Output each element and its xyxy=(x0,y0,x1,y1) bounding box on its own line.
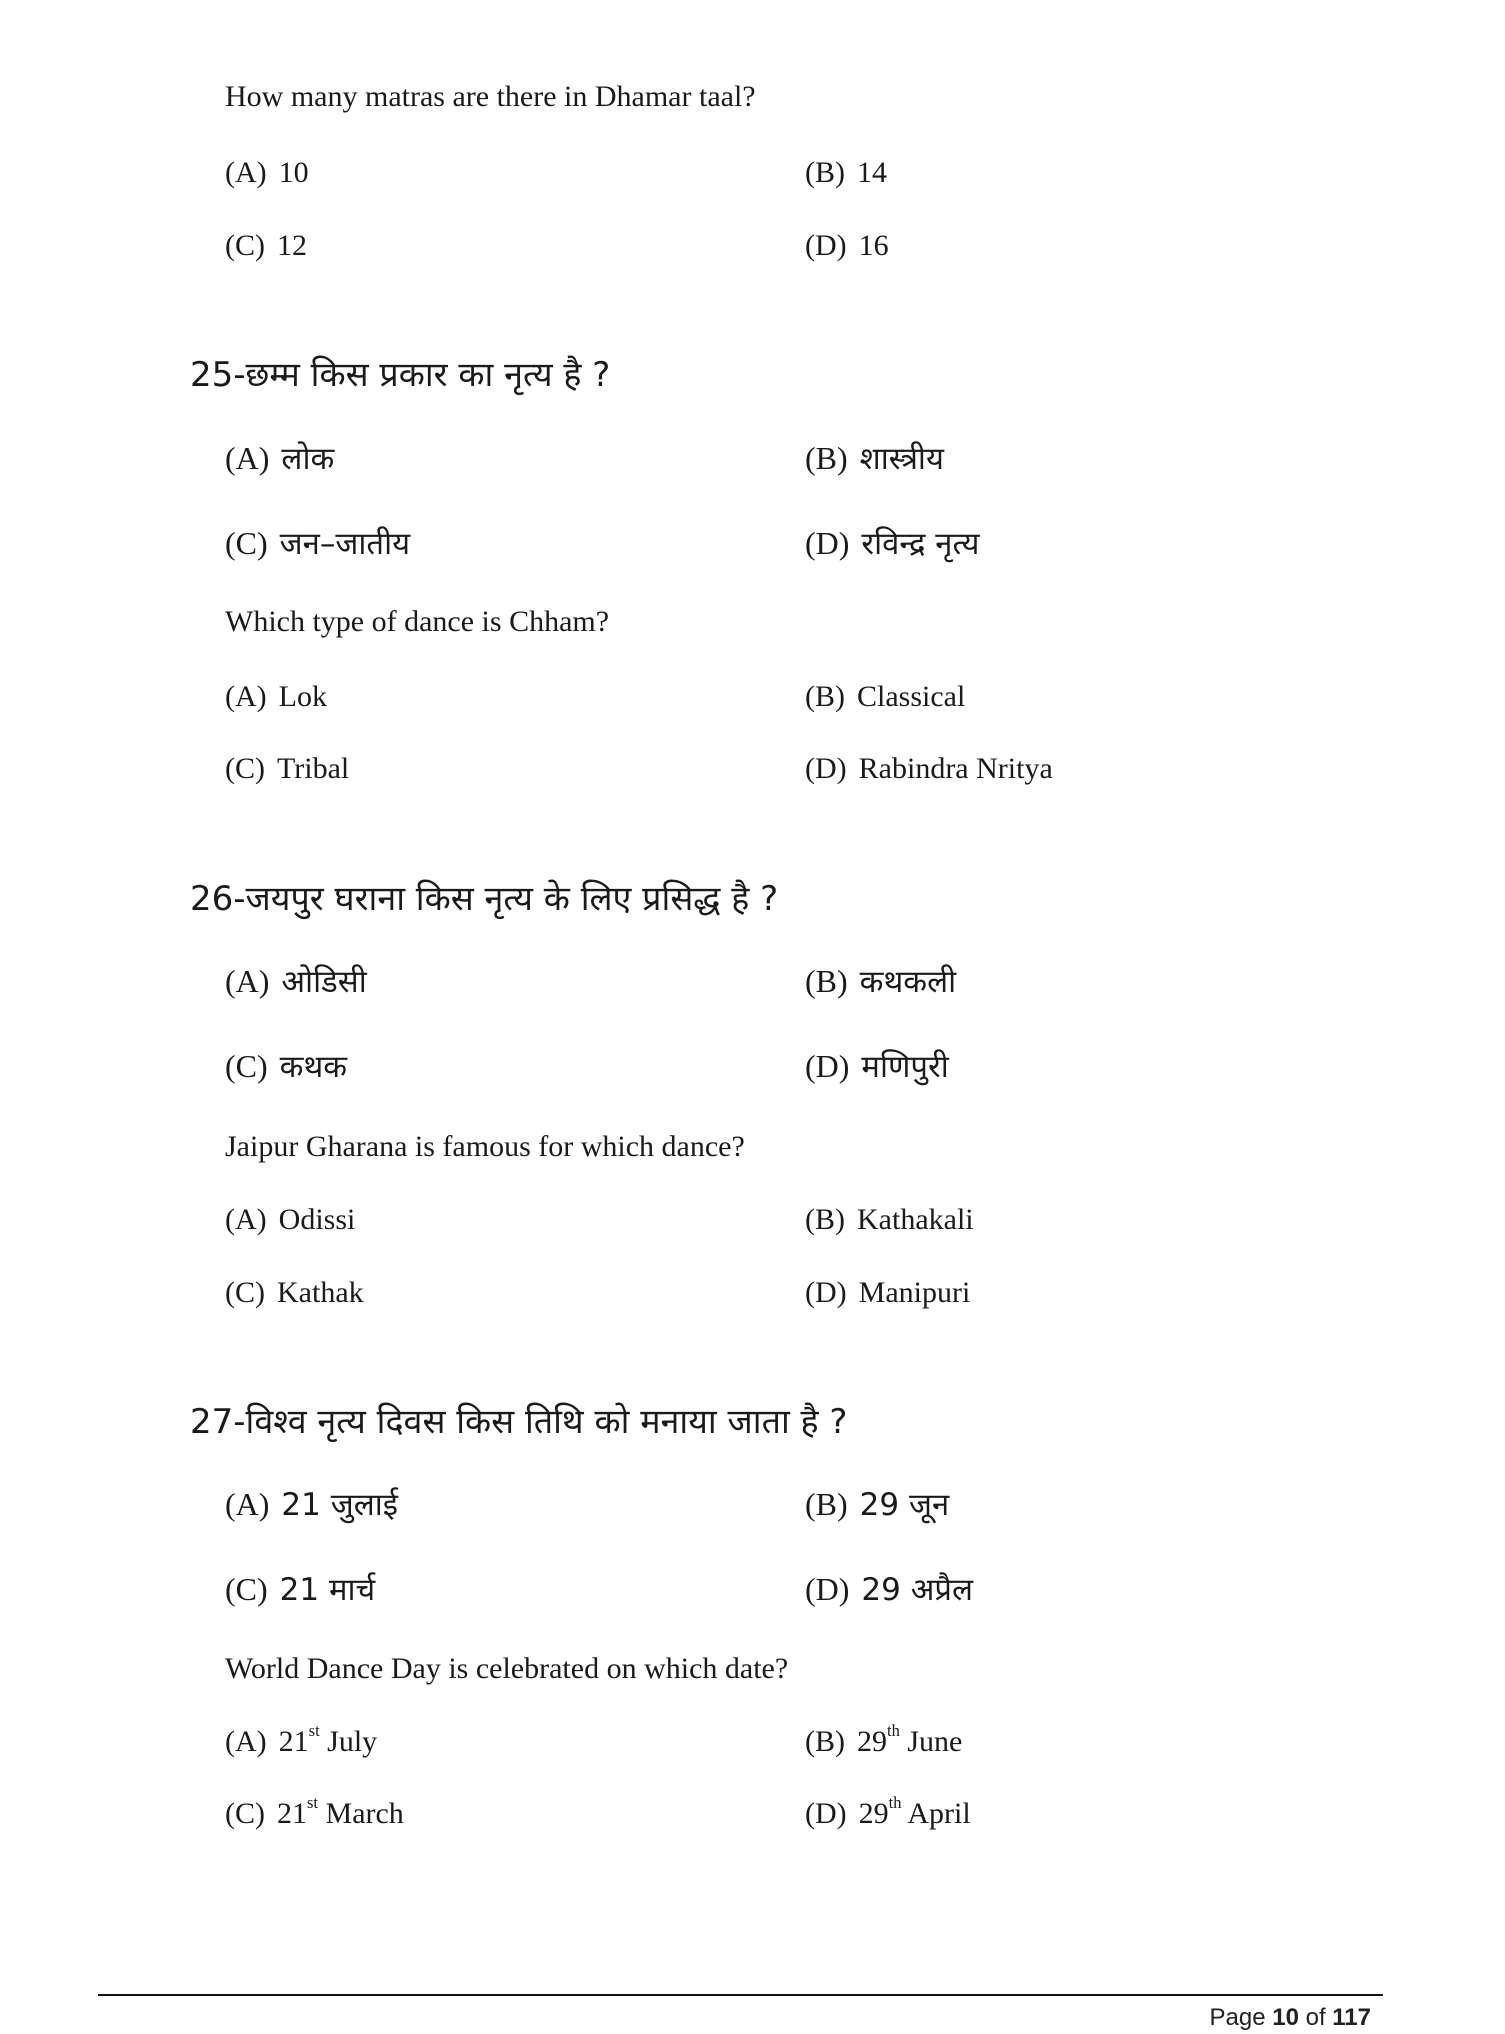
question-25-option-c: (C) Tribal xyxy=(225,752,350,785)
question-25-hindi-option-a: (A) लोक xyxy=(225,440,335,477)
question-26-hindi-option-b: (B) कथकली xyxy=(805,963,957,1000)
question-24-option-c: (C) 12 xyxy=(225,229,307,262)
question-27-option-d: (D) 29th April xyxy=(805,1793,971,1830)
question-27-english-text: World Dance Day is celebrated on which date? xyxy=(225,1652,789,1685)
page-number: Page 10 of 117 xyxy=(1209,2004,1371,2031)
question-26-english-text: Jaipur Gharana is famous for which dance? xyxy=(225,1130,745,1163)
footer-divider xyxy=(98,1994,1383,1996)
question-25-hindi-option-d: (D) रविन्द्र नृत्य xyxy=(805,525,980,562)
question-27-hindi-option-d: (D) 29 अप्रैल xyxy=(805,1571,974,1608)
question-27-hindi-option-b: (B) 29 जून xyxy=(805,1486,950,1523)
question-27-hindi-option-a: (A) 21 जुलाई xyxy=(225,1486,398,1523)
question-26-option-a: (A) Odissi xyxy=(225,1203,356,1236)
question-27-option-b: (B) 29th June xyxy=(805,1721,963,1758)
question-27-option-a: (A) 21st July xyxy=(225,1721,378,1758)
question-27-hindi-text: 27-विश्व नृत्य दिवस किस तिथि को मनाया जाता है ? xyxy=(190,1402,848,1442)
question-24-option-b: (B) 14 xyxy=(805,156,887,189)
question-25-hindi-option-c: (C) जन–जातीय xyxy=(225,525,411,562)
question-24-english-text: How many matras are there in Dhamar taal? xyxy=(225,80,756,113)
question-24-option-d: (D) 16 xyxy=(805,229,889,262)
question-25-option-d: (D) Rabindra Nritya xyxy=(805,752,1053,785)
question-25-hindi-option-b: (B) शास्त्रीय xyxy=(805,440,944,477)
question-26-hindi-text: 26-जयपुर घराना किस नृत्य के लिए प्रसिद्ध है ? xyxy=(190,879,779,919)
question-26-option-c: (C) Kathak xyxy=(225,1276,364,1309)
question-26-hindi-option-c: (C) कथक xyxy=(225,1048,348,1085)
question-25-option-b: (B) Classical xyxy=(805,680,966,713)
question-27-option-c: (C) 21st March xyxy=(225,1793,404,1830)
question-26-option-d: (D) Manipuri xyxy=(805,1276,971,1309)
question-number: 26- xyxy=(190,879,246,919)
question-24-option-a: (A) 10 xyxy=(225,156,309,189)
question-25-english-text: Which type of dance is Chham? xyxy=(225,605,610,638)
question-25-hindi-text: 25-छम्म किस प्रकार का नृत्य है ? xyxy=(190,355,611,395)
question-number: 27- xyxy=(190,1402,246,1442)
question-number: 25- xyxy=(190,355,246,395)
question-26-hindi-option-a: (A) ओडिसी xyxy=(225,963,367,1000)
question-27-hindi-option-c: (C) 21 मार्च xyxy=(225,1571,376,1608)
question-26-option-b: (B) Kathakali xyxy=(805,1203,974,1236)
question-25-option-a: (A) Lok xyxy=(225,680,327,713)
question-26-hindi-option-d: (D) मणिपुरी xyxy=(805,1048,949,1085)
